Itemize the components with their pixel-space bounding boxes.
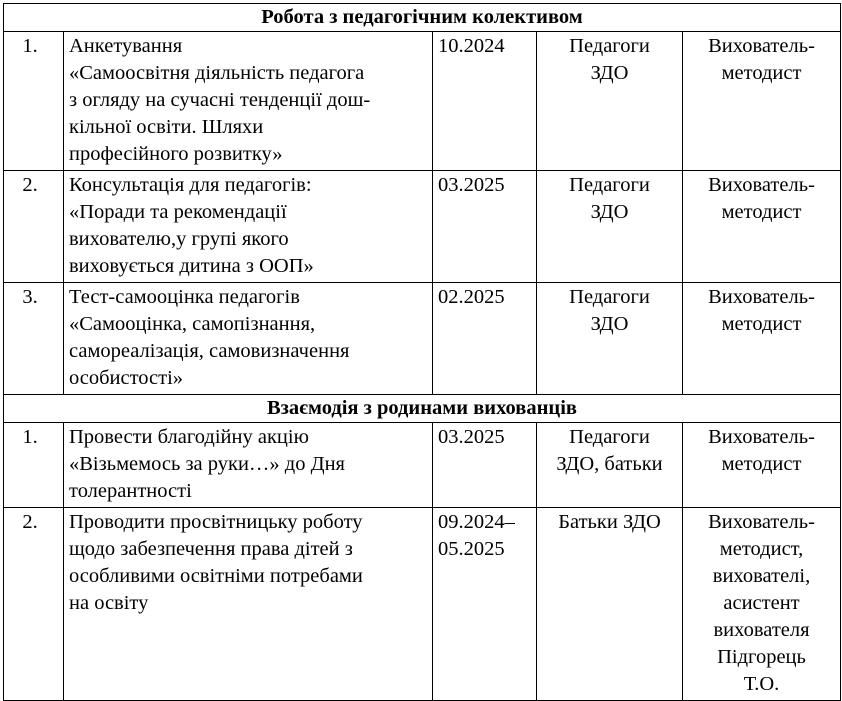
activity-participants: Педагоги ЗДО xyxy=(537,171,683,283)
activity-date: 10.2024 xyxy=(433,32,537,171)
row-number: 1. xyxy=(4,423,64,508)
table-row xyxy=(4,283,841,395)
activity-content: Провести благодійну акцію «Візьмемось за руки…» до Дня толерантності xyxy=(64,423,433,508)
activity-responsible: Вихователь- методист xyxy=(683,423,841,508)
activity-participants: Педагоги ЗДО xyxy=(537,32,683,171)
activity-content: Тест-самооцінка педагогів «Самооцінка, самопізнання, самореалізація, самовизначення особистості» xyxy=(64,283,433,395)
activity-responsible: Вихователь- методист xyxy=(683,171,841,283)
table-row xyxy=(4,32,841,171)
row-number: 1. xyxy=(4,32,64,171)
activity-responsible: Вихователь- методист xyxy=(683,32,841,171)
activity-date: 02.2025 xyxy=(433,283,537,395)
activity-participants: Батьки ЗДО xyxy=(537,508,683,701)
activity-content: Анкетування «Самоосвітня діяльність педагога з огляду на сучасні тенденції дош- кільної освіти. Шляхи професійного розвитку» xyxy=(64,32,433,171)
row-number: 2. xyxy=(4,508,64,701)
activity-participants: Педагоги ЗДО, батьки xyxy=(537,423,683,508)
activity-content: Консультація для педагогів: «Поради та рекомендації вихователю,у групі якого виховується дитина з ООП» xyxy=(64,171,433,283)
row-number: 3. xyxy=(4,283,64,395)
activity-date: 03.2025 xyxy=(433,171,537,283)
activity-date: 03.2025 xyxy=(433,423,537,508)
activity-plan-table xyxy=(3,3,841,701)
table-row xyxy=(4,423,841,508)
activity-responsible: Вихователь- методист xyxy=(683,283,841,395)
section-header-row xyxy=(4,4,841,32)
row-number: 2. xyxy=(4,171,64,283)
section-title: Взаємодія з родинами вихованців xyxy=(4,395,841,423)
table-row xyxy=(4,171,841,283)
activity-participants: Педагоги ЗДО xyxy=(537,283,683,395)
section-title: Робота з педагогічним колективом xyxy=(4,4,841,32)
activity-responsible: Вихователь- методист, вихователі, асистент вихователя Підгорець Т.О. xyxy=(683,508,841,701)
activity-date: 09.2024– 05.2025 xyxy=(433,508,537,701)
table-row xyxy=(4,508,841,701)
activity-content: Проводити просвітницьку роботу щодо забезпечення права дітей з особливими освітніми потребами на освіту xyxy=(64,508,433,701)
section-header-row xyxy=(4,395,841,423)
